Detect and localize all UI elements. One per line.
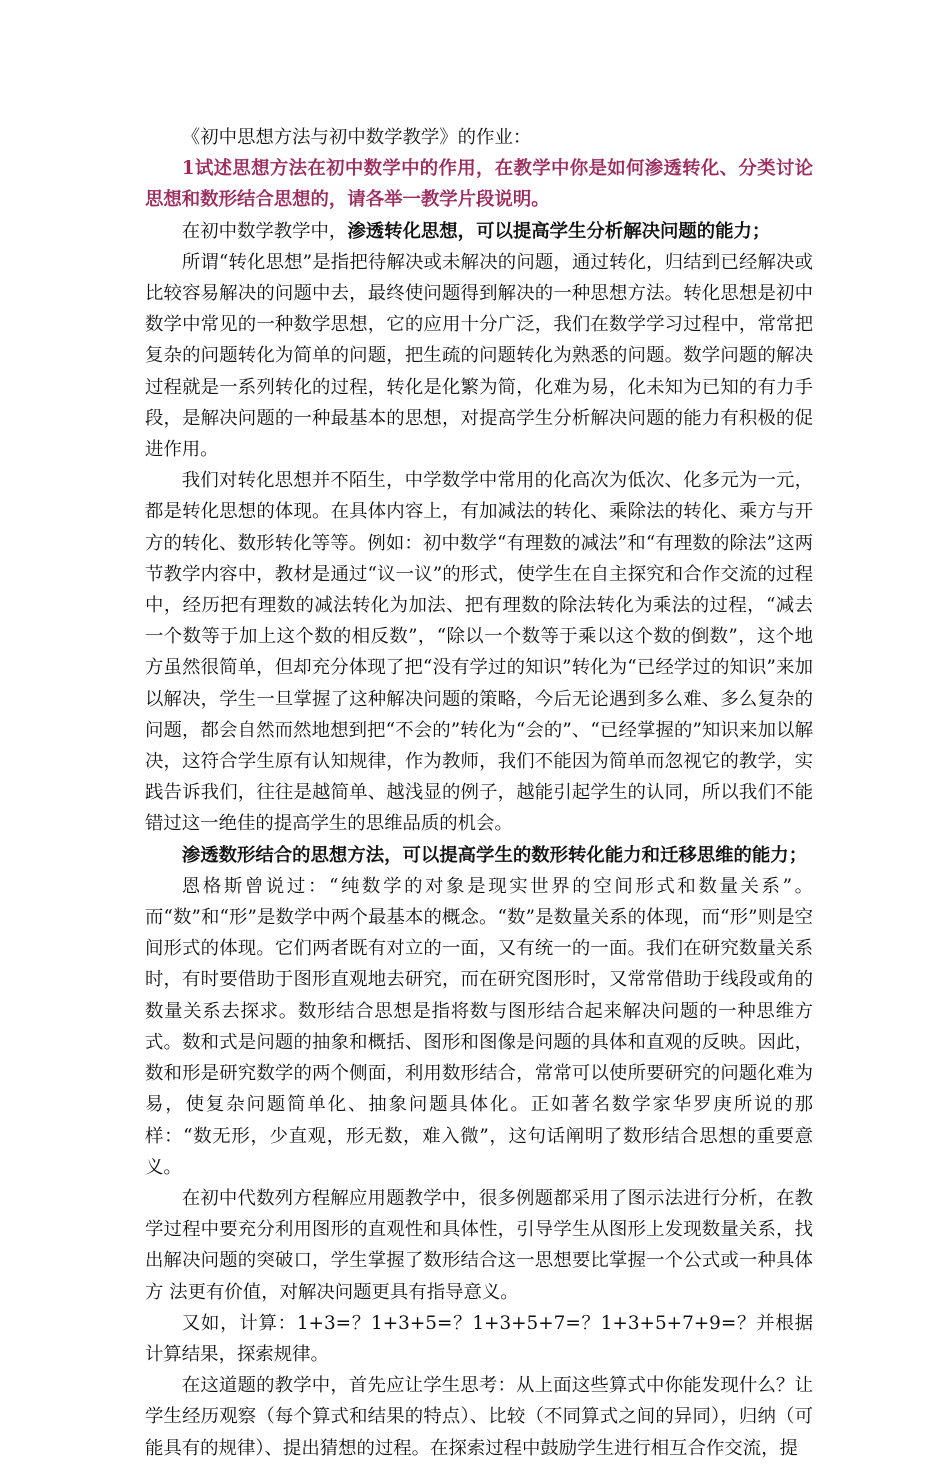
document-body xyxy=(145,122,813,1464)
section2-paragraph-3: 又如，计算：1+3=？1+3+5=？1+3+5+7=？1+3+5+7+9=？并根据计算结果，探索规律。 xyxy=(145,1312,813,1365)
section1-paragraph-1: 所谓“转化思想”是指把待解决或未解决的问题，通过转化，归结到已经解决或比较容易解决的问题中去，最终使问题得到解决的一种思想方法。转化思想是初中数学中常见的一种数学思想，它的应用十分广泛，我们在数学学习过程中，常常把复杂的问题转化为简单的问题，把生疏的问题转化为熟悉的问题。数学问题的解决过程就是一系列转化的过程，转化是化繁为简，化难为易，化未知为已知的有力手段，是解决问题的一种最基本的思想，对提高学生分析解决问题的能力有积极的促进作用。 xyxy=(145,251,813,461)
section2-paragraph-1: 恩格斯曾说过：“纯数学的对象是现实世界的空间形式和数量关系”。而“数”和“形”是数学中两个最基本的概念。“数”是数量关系的体现，而“形”则是空间形式的体现。它们两者既有对立的一面，又有统一的一面。我们在研究数量关系时，有时要借助于图形直观地去研究，而在研究图形时，又常常借助于线段或角的数量关系去探求。数形结合思想是指将数与图形结合起来解决问题的一种思维方式。数和式是问题的抽象和概括、图形和图像是问题的具体和直观的反映。因此，数和形是研究数学的两个侧面，利用数形结合，常常可以使所要研究的问题化难为易，使复杂问题简单化、抽象问题具体化。正如著名数学家华罗庚所说的那样：“数无形，少直观，形无数，难入微”，这句话阐明了数形结合思想的重要意义。 xyxy=(145,875,813,1178)
section1-heading-line xyxy=(145,216,813,247)
section1-lead: 在初中数学教学中， xyxy=(181,220,348,242)
section2-paragraph-2: 在初中代数列方程解应用题教学中，很多例题都采用了图示法进行分析，在教学过程中要充分利用图形的直观性和具体性，引导学生从图形上发现数量关系，找出解决问题的突破口，学生掌握了数形结合这一思想要比掌握一个公式或一种具体方 法更有价值，对解决问题更具有指导意义。 xyxy=(145,1187,813,1303)
section2-paragraph-4: 在这道题的教学中，首先应让学生思考：从上面这些算式中你能发现什么？让学生经历观察（每个算式和结果的特点）、比较（不同算式之间的异同），归纳（可能具有的规律）、提出猜想的过程。在探索过程中鼓励学生进行相互合作交流，提 xyxy=(145,1375,813,1459)
section1-heading: 渗透转化思想，可以提高学生分析解决问题的能力； xyxy=(347,220,771,242)
question-text: 1试述思想方法在初中数学中的作用，在教学中你是如何渗透转化、分类讨论思想和数形结合思想的，请各举一教学片段说明。 xyxy=(145,158,813,211)
assignment-title: 《初中思想方法与初中数学教学》的作业： xyxy=(181,127,532,148)
section2-heading: 渗透数形结合的思想方法，可以提高学生的数形转化能力和迁移思维的能力； xyxy=(181,844,808,866)
section1-paragraph-2: 我们对转化思想并不陌生，中学数学中常用的化高次为低次、化多元为一元，都是转化思想的体现。在具体内容上，有加减法的转化、乘除法的转化、乘方与开方的转化、数形转化等等。例如：初中数学“有理数的减法”和“有理数的除法”这两节教学内容中，教材是通过“议一议”的形式，使学生在自主探究和合作交流的过程中，经历把有理数的减法转化为加法、把有理数的除法转化为乘法的过程，“减去一个数等于加上这个数的相反数”，“除以一个数等于乘以这个数的倒数”，这个地方虽然很简单，但却充分体现了把“没有学过的知识”转化为“已经学过的知识”来加以解决，学生一旦掌握了这种解决问题的策略，今后无论遇到多么难、多么复杂的问题，都会自然而然地想到把“不会的”转化为“会的”、“已经掌握的”知识来加以解决，这符合学生原有认知规律，作为教师，我们不能因为简单而忽视它的教学，实践告诉我们，往往是越简单、越浅显的例子，越能引起学生的认同，所以我们不能错过这一绝佳的提高学生的思维品质的机会。 xyxy=(145,470,813,835)
